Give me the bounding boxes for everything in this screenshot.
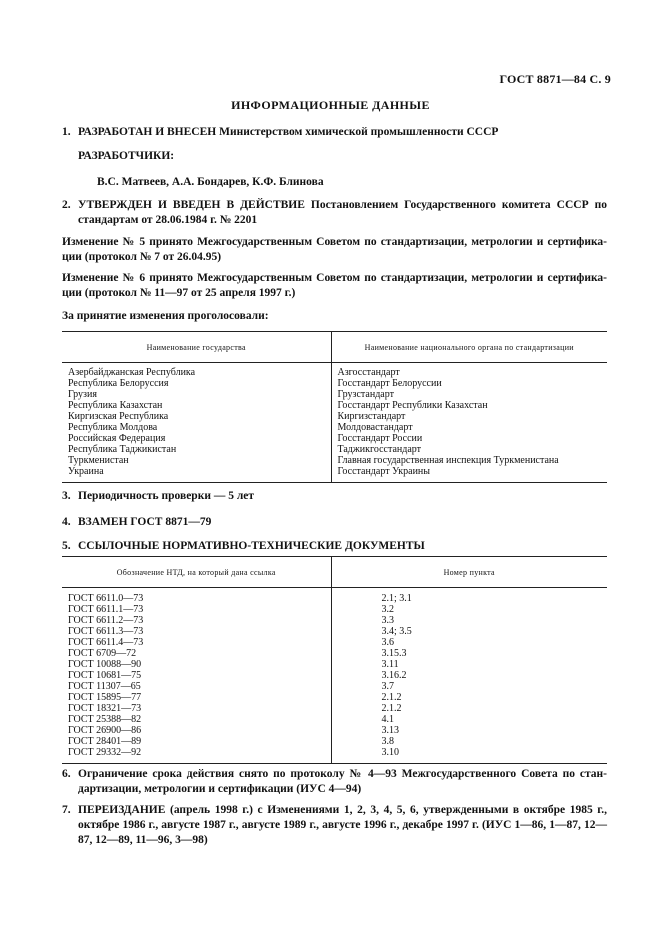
vote-table-row-cell-2 [331,455,607,466]
vote-table-row-cell-2 [331,422,607,433]
ref-table-row-cell-1 [62,703,331,714]
ref-table-row-cell-1 [62,604,331,615]
item-3-text: Периодичность проверки — 5 лет [78,490,255,502]
ref-table-row [62,747,607,764]
ref-table-row [62,703,607,714]
item-4-number: 4. [62,516,71,528]
vote-table [62,331,607,483]
ref-table-row [62,626,607,637]
ref-table-row-cell-2 [331,604,607,615]
ref-table-row-cell-1 [62,736,331,747]
ref-table-row-cell-1 [62,659,331,670]
vote-table-row [62,400,607,411]
ref-table-row-cell-2 [331,637,607,648]
ref-table-row-text: ГОСТ 25388—82 [68,714,142,725]
ref-table-row-text: ГОСТ 6611.0—73 [68,593,144,604]
ref-table-row-cell-2 [331,615,607,626]
item-2 [62,198,607,228]
ref-table-row-cell-2 [331,659,607,670]
item-3 [62,489,607,504]
vote-table-row-cell-1 [62,363,331,379]
ref-table-row-cell-2 [331,692,607,703]
item-7-text: ПЕРЕИЗДАНИЕ (апрель 1998 г.) с Изменениями 1, 2, 3, 4, 5, 6, утвержденными в октябре 1985 г., октябре 1986 г., августе 1987 г., августе 1989 г., августе 1996 г., декабре 1997 г. (ИУС 1—86, 1—87, 12—87, 12—89, 11—96, 3—98) [78,804,607,846]
vote-table-row [62,378,607,389]
ref-table-row-text: 3.4; 3.5 [381,626,412,637]
vote-table-row [62,411,607,422]
change-5-note: Изменение № 5 принято Межгосударственным Советом по стандартизации, метрологии и сертифика-ции (протокол № 7 от 26.04.95) [62,236,607,263]
vote-table-row-cell-2 [331,400,607,411]
ref-table-row [62,659,607,670]
vote-table-row-text: Госстандарт Украины [337,466,430,477]
ref-table-row-text: ГОСТ 15895—77 [68,692,142,703]
vote-table-row-text: Госстандарт России [337,433,423,444]
ref-table-row-cell-1 [62,615,331,626]
vote-table-row-cell-2 [331,389,607,400]
ref-table-row-cell-1 [62,637,331,648]
item-2-number: 2. [62,199,71,211]
ref-table-row-text: ГОСТ 6709—72 [68,648,137,659]
vote-table-row [62,444,607,455]
ref-table-row-text: 3.10 [381,747,399,758]
vote-table-row-text: Главная государственная инспекция Туркменистана [337,455,559,466]
vote-table-row-text: Российская Федерация [68,433,166,444]
item-6 [62,767,607,797]
item-6-number: 6. [62,768,71,780]
ref-table-row-cell-1 [62,588,331,605]
ref-table-header-designation: Обозначение НТД, на который дана ссылка [62,557,331,588]
page-header: ГОСТ 8871—84 С. 9 [499,72,611,86]
ref-table-row-cell-1 [62,747,331,764]
ref-table-row-text: ГОСТ 28401—89 [68,736,142,747]
vote-table-header-body: Наименование национального органа по стандартизации [331,332,607,363]
ref-table-row-text: 3.7 [381,681,394,692]
vote-table-row-cell-2 [331,444,607,455]
ref-table-row-cell-1 [62,714,331,725]
ref-table-row-text: 3.3 [381,615,394,626]
reference-table [62,556,607,764]
ref-table-row [62,681,607,692]
ref-table-row-text: ГОСТ 6611.4—73 [68,637,144,648]
vote-table-row-cell-1 [62,389,331,400]
item-7-number: 7. [62,804,71,816]
ref-table-row-text: ГОСТ 29332—92 [68,747,142,758]
vote-table-row-text: Азгосстандарт [337,367,400,378]
vote-table-row-text: Молдовастандарт [337,422,413,433]
developers-list: В.С. Матвеев, А.А. Бондарев, К.Ф. Блинова [97,176,324,188]
ref-table-header-clause: Номер пункта [331,557,607,588]
vote-table-row-text: Госстандарт Республики Казахстан [337,400,488,411]
item-4-text: ВЗАМЕН ГОСТ 8871—79 [78,516,212,528]
vote-table-row-text: Киргизская Республика [68,411,169,422]
vote-table-row-cell-2 [331,411,607,422]
ref-table-row-cell-2 [331,670,607,681]
ref-table-row [62,637,607,648]
vote-table-row [62,389,607,400]
ref-table-row-cell-1 [62,626,331,637]
ref-table-row-text: ГОСТ 6611.1—73 [68,604,144,615]
ref-table-row-text: 3.8 [381,736,394,747]
ref-table-row [62,604,607,615]
item-1-number: 1. [62,126,71,138]
ref-table-row-cell-2 [331,725,607,736]
ref-table-row-text: ГОСТ 6611.3—73 [68,626,144,637]
vote-table-row-cell-1 [62,455,331,466]
ref-table-row-text: ГОСТ 6611.2—73 [68,615,144,626]
vote-table-row-text: Госстандарт Белоруссии [337,378,442,389]
ref-table-row [62,692,607,703]
item-1 [62,125,607,140]
ref-table-row-cell-2 [331,736,607,747]
ref-table-row-text: 3.15.3 [381,648,407,659]
ref-table-row-text: 2.1; 3.1 [381,593,412,604]
ref-table-row-text: ГОСТ 26900—86 [68,725,142,736]
vote-table-row-text: Грузстандарт [337,389,394,400]
vote-table-row-cell-1 [62,466,331,483]
ref-table-row-text: 2.1.2 [381,703,402,714]
ref-table-row-cell-2 [331,626,607,637]
ref-table-row-text: 3.11 [381,659,399,670]
ref-table-row [62,725,607,736]
ref-table-row-cell-1 [62,692,331,703]
vote-table-row [62,433,607,444]
ref-table-row [62,615,607,626]
item-5-text: ССЫЛОЧНЫЕ НОРМАТИВНО-ТЕХНИЧЕСКИЕ ДОКУМЕНТЫ [78,540,425,552]
vote-table-row-text: Киргизстандарт [337,411,406,422]
vote-table-row-cell-2 [331,378,607,389]
ref-table-row-text: 3.6 [381,637,394,648]
ref-table-row-cell-2 [331,588,607,605]
ref-table-row-text: 3.2 [381,604,394,615]
vote-table-row [62,422,607,433]
item-6-text: Ограничение срока действия снято по протоколу № 4—93 Межгосударственного Совета по стан-дартизации, метрологии и сертификации (ИУС 4—94) [78,768,607,795]
ref-table-row-cell-1 [62,670,331,681]
item-3-number: 3. [62,490,71,502]
ref-table-row-cell-2 [331,747,607,764]
item-5-number: 5. [62,540,71,552]
vote-table-row-text: Украина [68,466,104,477]
vote-table-row-cell-2 [331,466,607,483]
vote-table-row-cell-1 [62,411,331,422]
item-5 [62,539,607,554]
vote-table-row-cell-2 [331,363,607,379]
change-6-note: Изменение № 6 принято Межгосударственным Советом по стандартизации, метрологии и сертифика-ции (протокол № 11—97 от 25 апреля 1997 г.) [62,272,607,299]
ref-table-row-text: ГОСТ 10088—90 [68,659,142,670]
vote-table-row-cell-1 [62,433,331,444]
vote-table-row-cell-1 [62,444,331,455]
ref-table-row [62,714,607,725]
vote-table-row [62,455,607,466]
vote-table-row-cell-1 [62,378,331,389]
ref-table-row-text: 2.1.2 [381,692,402,703]
vote-table-row-text: Республика Белоруссия [68,378,169,389]
ref-table-row-text: ГОСТ 18321—73 [68,703,142,714]
vote-table-row-text: Таджикгосстандарт [337,444,422,455]
item-7 [62,803,607,848]
item-1-text: РАЗРАБОТАН И ВНЕСЕН Министерством химической промышленности СССР [78,126,499,138]
developers-label: РАЗРАБОТЧИКИ: [78,150,175,162]
ref-table-row [62,588,607,605]
ref-table-row-cell-2 [331,648,607,659]
ref-table-row-cell-1 [62,648,331,659]
vote-label: За принятие изменения проголосовали: [62,310,269,322]
vote-table-row [62,466,607,483]
vote-table-row-cell-1 [62,400,331,411]
vote-table-row-text: Азербайджанская Республика [68,367,196,378]
vote-table-row-text: Грузия [68,389,97,400]
ref-table-row-text: 3.13 [381,725,399,736]
vote-table-row-cell-2 [331,433,607,444]
vote-table-row [62,363,607,379]
ref-table-row-cell-1 [62,681,331,692]
ref-table-row [62,736,607,747]
ref-table-row [62,670,607,681]
ref-table-row-text: 4.1 [381,714,394,725]
ref-table-row-text: ГОСТ 10681—75 [68,670,142,681]
ref-table-row-cell-2 [331,681,607,692]
ref-table-row-text: ГОСТ 11307—65 [68,681,141,692]
vote-table-row-text: Туркменистан [68,455,129,466]
vote-table-row-cell-1 [62,422,331,433]
ref-table-row-text: 3.16.2 [381,670,407,681]
ref-table-row-cell-2 [331,703,607,714]
document-title: ИНФОРМАЦИОННЫЕ ДАННЫЕ [231,98,430,112]
ref-table-row-cell-1 [62,725,331,736]
ref-table-row [62,648,607,659]
ref-table-row-cell-2 [331,714,607,725]
item-2-text: УТВЕРЖДЕН И ВВЕДЕН В ДЕЙСТВИЕ Постановлением Государственного комитета СССР по стандартам от 28.06.1984 г. № 2201 [78,199,607,226]
vote-table-header-state: Наименование государства [62,332,331,363]
vote-table-row-text: Республика Таджикистан [68,444,177,455]
item-4 [62,515,607,530]
vote-table-row-text: Республика Казахстан [68,400,163,411]
vote-table-row-text: Республика Молдова [68,422,158,433]
